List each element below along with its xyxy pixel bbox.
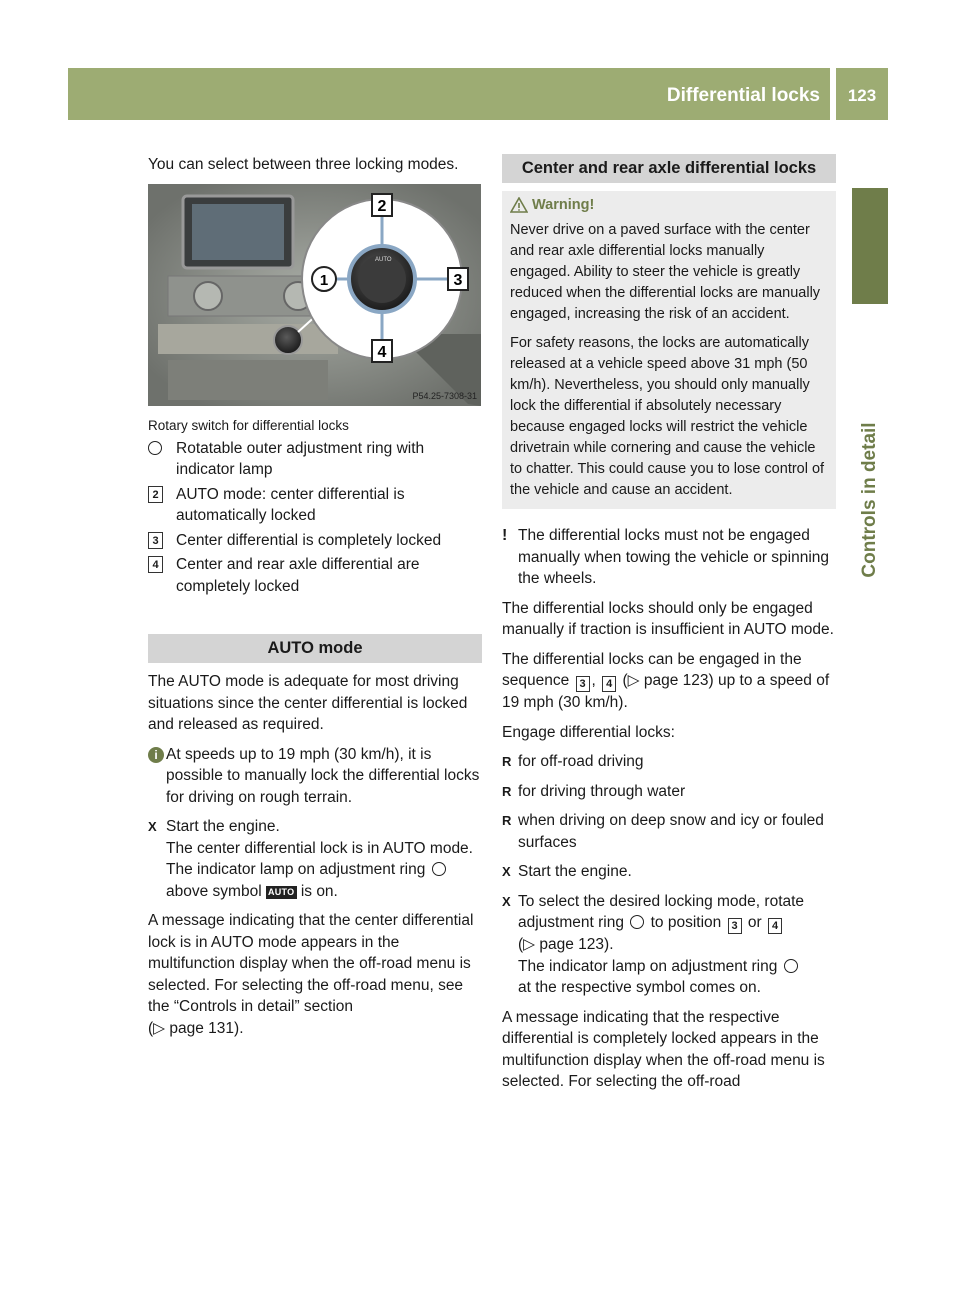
header-divider xyxy=(832,68,835,120)
step-line: The center differential lock is in AUTO mode. The indicator lamp on adjustment ring xyxy=(166,839,473,878)
callout-circle-icon xyxy=(630,915,644,929)
legend-text: Center and rear axle differential are completely locked xyxy=(176,556,420,595)
dial-auto-label: AUTO xyxy=(375,256,392,263)
list-item xyxy=(502,781,836,803)
callout-2: 2 xyxy=(377,197,387,215)
callout-4: 4 xyxy=(377,343,387,361)
legend-item xyxy=(148,484,482,527)
list-item-text: for driving through water xyxy=(518,782,686,800)
position-4-key: 4 xyxy=(768,918,782,934)
step-line: is on. xyxy=(300,882,338,900)
legend-item xyxy=(148,530,482,552)
callout-circle-icon xyxy=(784,959,798,973)
figure-code: P54.25-7308-31 xyxy=(412,390,477,401)
legend-text: Rotatable outer adjustment ring with indicator lamp xyxy=(176,439,425,478)
list-item xyxy=(502,810,836,853)
callout-circle-icon xyxy=(432,862,446,876)
exclamation-icon: ! xyxy=(502,527,508,544)
step-text: Start the engine. xyxy=(518,863,632,880)
instruction-step xyxy=(502,891,836,999)
paragraph: The differential locks can be engaged in the sequence xyxy=(502,650,802,689)
step-text: The indicator lamp on adjustment ring xyxy=(518,957,778,975)
step-text: or xyxy=(747,914,762,931)
legend-item xyxy=(148,554,482,597)
bullet-r-icon: R xyxy=(502,783,512,799)
list-item xyxy=(502,751,836,773)
legend-key: 3 xyxy=(148,532,163,549)
instruction-step xyxy=(148,816,482,902)
callout-1: 1 xyxy=(319,271,329,289)
step-arrow-icon: X xyxy=(148,819,157,834)
callout-3: 3 xyxy=(453,271,463,289)
notice-text: The differential locks must not be engaged manually when towing the vehicle or spinning the wheels. xyxy=(518,527,830,587)
intro-text: You can select between three locking modes. xyxy=(148,156,459,173)
auto-symbol-icon: AUTO xyxy=(267,886,295,897)
page-reference: (▷ page 131). xyxy=(148,1019,244,1037)
figure-caption: Rotary switch for differential locks xyxy=(148,417,349,433)
info-text: At speeds up to 19 mph (30 km/h), it is possible to manually lock the differential locks for driving on rough terrain. xyxy=(166,745,480,806)
legend-key: 2 xyxy=(148,486,163,503)
paragraph: (▷ page 123) up to a speed of 19 mph (30 km/h). xyxy=(502,672,830,711)
auto-mode-heading: AUTO mode xyxy=(148,634,482,663)
legend-list xyxy=(148,438,482,598)
left-column xyxy=(148,154,482,1047)
center-rear-heading: Center and rear axle differential locks xyxy=(502,154,836,183)
step-arrow-icon: X xyxy=(502,893,511,909)
legend-item xyxy=(148,438,482,481)
page-title: Differential locks xyxy=(666,85,820,106)
list-item-text: when driving on deep snow and icy or fouled surfaces xyxy=(518,812,824,851)
rotary-switch-illustration xyxy=(148,184,481,406)
side-tab-marker xyxy=(852,188,888,304)
rotary-switch-figure xyxy=(148,184,481,406)
final-paragraph: A message indicating that the respective differential is completely locked appears in the multifunction display when the off-road menu is selected. For selecting the off-road xyxy=(502,1008,825,1090)
bullet-r-icon: R xyxy=(502,813,512,828)
position-3-key: 3 xyxy=(576,676,590,692)
step-line: above symbol xyxy=(166,882,262,900)
bullet-r-icon: R xyxy=(502,754,512,769)
info-icon: i xyxy=(148,747,164,763)
list-item-text: for off-road driving xyxy=(518,753,644,770)
instruction-step xyxy=(502,861,836,883)
legend-text: AUTO mode: center differential is automatically locked xyxy=(176,485,405,524)
step-line: Start the engine. xyxy=(166,818,280,835)
position-4-key: 4 xyxy=(602,676,616,692)
auto-mode-paragraph: The AUTO mode is adequate for most driving situations since the center differential is locked and released as required. xyxy=(148,673,468,733)
legend-text: Center differential is completely locked xyxy=(176,531,442,549)
warning-text: For safety reasons, the locks are automatically released at a vehicle speed above 31 mph (50 km/h). Nevertheless, you should only manually lock the differential if absolutely necessary because engaged locks will restrict the vehicle drivetrain while cornering and cause the vehicle to chatter. This could cause you to lose control of the vehicle and cause an accident. xyxy=(510,335,825,498)
warning-title: Warning! xyxy=(532,197,595,213)
info-note xyxy=(148,744,482,809)
warning-triangle-icon xyxy=(510,197,528,213)
paragraph: The differential locks should only be engaged manually if traction is insufficient in AUTO mode. xyxy=(502,599,834,638)
step-arrow-icon: X xyxy=(502,864,511,879)
warning-text: Never drive on a paved surface with the center and rear axle differential locks manually engaged. Ability to steer the vehicle is greatly reduced when the differential locks are manually engaged, increasing the risk of an accident. xyxy=(510,222,821,322)
step-text: To select the desired locking mode, rotate adjustment ring xyxy=(518,892,805,931)
engage-intro: Engage differential locks: xyxy=(502,723,675,741)
step-text: to position xyxy=(650,914,722,931)
page-reference: (▷ page 123). xyxy=(518,936,614,953)
callout-circle-icon xyxy=(148,441,162,455)
side-section-label: Controls in detail xyxy=(859,422,880,578)
message-paragraph: A message indicating that the center differential lock is in AUTO mode appears in the multifunction display when the off-road menu is selected. For selecting the off-road menu, see the “Controls in detail” section xyxy=(148,912,474,1015)
page-number: 123 xyxy=(847,86,877,105)
position-3-key: 3 xyxy=(728,918,742,934)
warning-box xyxy=(502,191,836,509)
legend-key: 4 xyxy=(148,556,163,573)
right-column: Center and rear axle differential locks Warning! Never drive on a paved surface with the center and rear axle differential locks manually engaged. Ability to steer the vehicle is greatly reduced when the differential locks are manually engaged, increasing the risk of an accident. For safety reasons, the locks are automatically released at a vehicle speed above 31 mph (50 km/h). Nevertheless, you should only manually lock the differential if absolutely necessary because engaged locks will restrict the vehicle drivetrain while cornering and cause the vehicle to chatter. This could cause you to lose control of the vehicle and cause an accident. ! The differential locks must not be engaged manually when towing the vehicle or spinning the wheels. The differential locks should only be engaged manually if traction is insufficient in AUTO mode. The differential locks can be engaged in the sequence 3 , 4 (▷ page 123) up to a speed of 19 mph (30 km/h). Engage differential locks: R for off-road driving R for driving through water R when driving on deep snow and icy or fouled surfaces X Start the engine. X To select the desired locking mode, rotate adjustment ring to position 3 or 4 (▷ page 123). The indicator lamp on adjustment ring at the respective symbol comes on. A message indicating that the respective differential is completely locked appears in the multifunction display when the off-road menu is selected. For selecting the off-road xyxy=(502,154,836,1101)
notice-note xyxy=(502,525,836,590)
step-text: at the respective symbol comes on. xyxy=(518,979,761,996)
